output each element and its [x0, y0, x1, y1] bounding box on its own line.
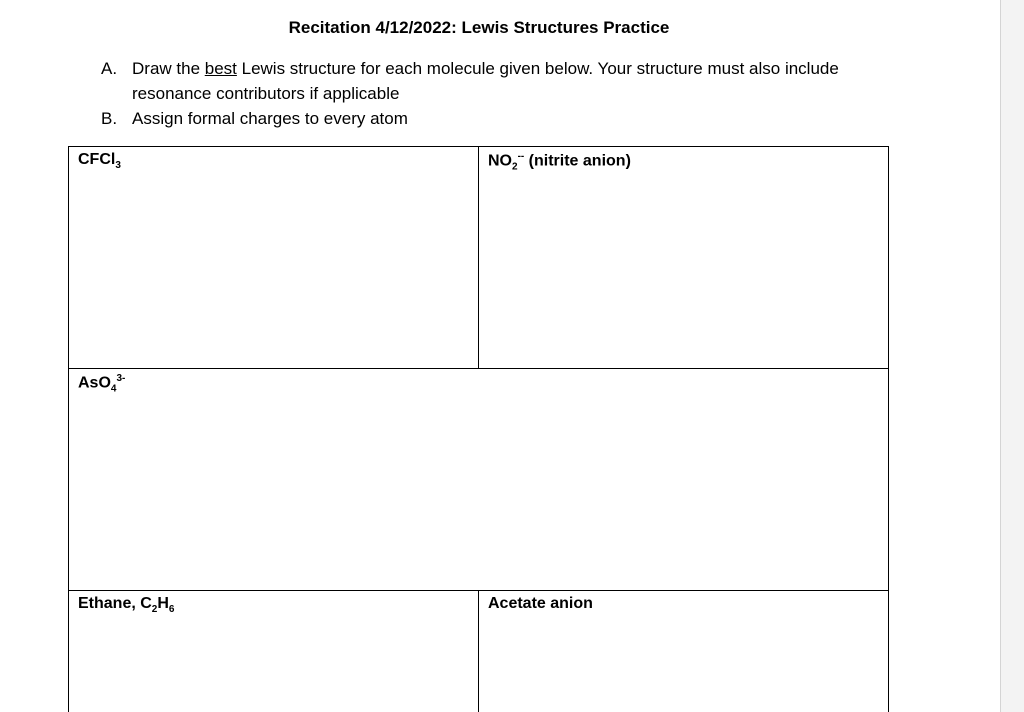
instruction-text: Assign formal charges to every atom	[132, 109, 408, 128]
molecule-label: Acetate anion	[488, 595, 593, 612]
subscript: 6	[168, 604, 175, 616]
window-right-edge	[1000, 0, 1024, 712]
superscript: 3-	[116, 373, 126, 384]
label-text: CFCl	[78, 151, 116, 168]
underlined-word: best	[204, 59, 237, 78]
answer-box-nitrite[interactable]	[479, 147, 889, 369]
subscript: 2	[151, 604, 158, 616]
instruction-marker: B.	[101, 109, 118, 128]
label-text: H	[157, 595, 169, 612]
instruction-text	[132, 56, 892, 106]
label-text: NO	[488, 152, 512, 170]
molecule-label	[78, 595, 174, 615]
subscript: 4	[110, 383, 117, 395]
molecule-label	[78, 373, 125, 395]
instruction-text-part: Draw the	[132, 59, 205, 78]
molecule-label	[488, 151, 631, 173]
molecule-label	[78, 151, 121, 171]
label-text: Ethane, C	[78, 595, 152, 612]
answer-box-cfcl3[interactable]	[69, 147, 479, 369]
instruction-marker: A.	[101, 59, 118, 78]
answer-grid	[68, 146, 889, 712]
superscript: --	[517, 151, 525, 162]
answer-box-ethane[interactable]	[69, 591, 479, 712]
subscript: 3	[115, 160, 121, 172]
subscript: 2	[512, 161, 518, 173]
answer-box-aso4[interactable]	[69, 369, 889, 591]
page-title: Recitation 4/12/2022: Lewis Structures Practice	[288, 18, 670, 37]
label-text: (nitrite anion)	[524, 152, 631, 170]
answer-box-acetate[interactable]	[479, 591, 889, 712]
instruction-text-part: Lewis structure for each molecule given below. Your structure must also include resonance contributors if applicable	[132, 59, 839, 103]
label-text: AsO	[78, 374, 111, 392]
